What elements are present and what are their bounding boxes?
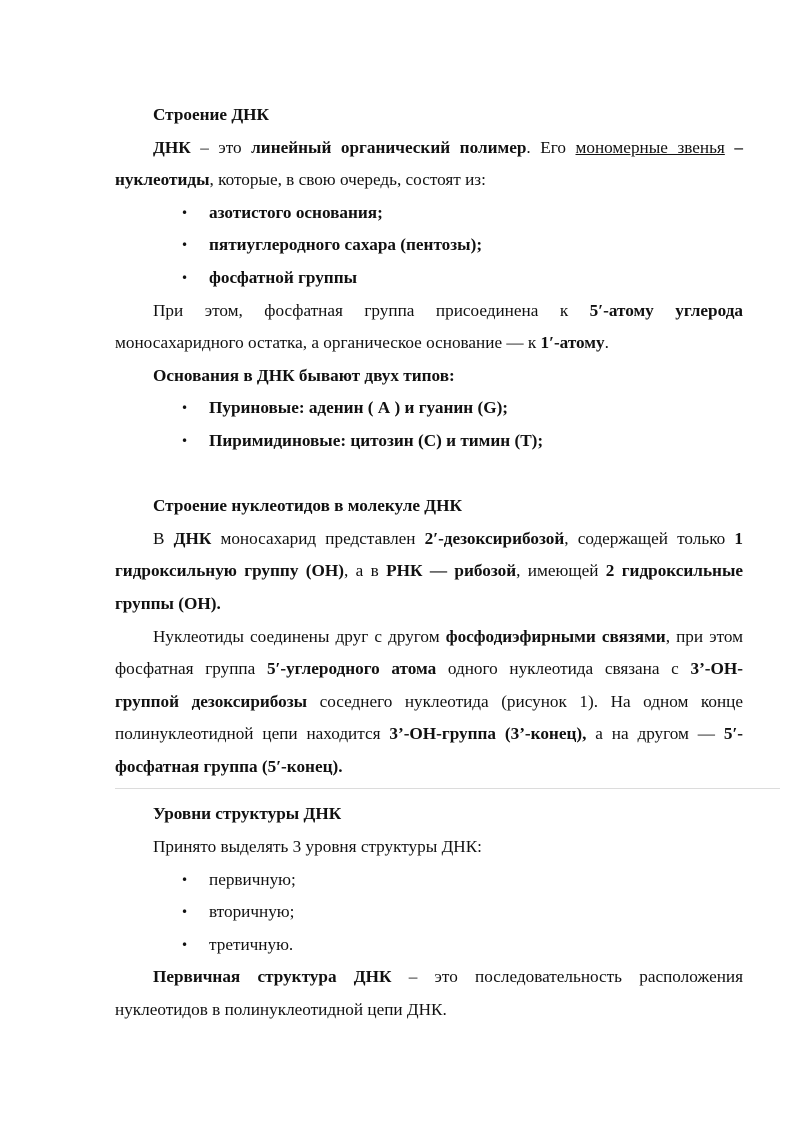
text: моносахарид представлен <box>211 528 425 548</box>
bold-text: 5′-углеродного атома <box>266 659 437 679</box>
components-list <box>115 197 743 295</box>
subheading: Основания в ДНК бывают двух типов: <box>153 365 455 385</box>
paragraph <box>115 621 743 784</box>
bold-text: 3’-ОН-группа (3’-конец), <box>389 724 587 744</box>
bold-text: Первичная структура ДНК <box>153 967 392 987</box>
text: соседнего нуклеотида (рисунок 1). На одном конце полинуклеотидной цепи находится <box>115 691 744 744</box>
list-item: • вторичную; <box>115 896 743 929</box>
bold-text: 1 гидроксильную группу (ОН) <box>115 528 744 581</box>
bold-text: 2′-дезоксирибозой <box>424 528 565 548</box>
divider <box>115 788 780 789</box>
list-item: • Пиримидиновые: цитозин (C) и тимин (T); <box>115 425 743 458</box>
bold-text: 5′-фосфатная группа (5′-конец). <box>115 724 743 776</box>
section-heading: Строение ДНК <box>153 105 270 124</box>
text: , имеющей <box>516 561 606 581</box>
text: . <box>604 333 609 353</box>
bold-text: линейный органический полимер <box>251 137 527 157</box>
bold-text: 2 гидроксильные группы (ОН). <box>115 561 743 613</box>
paragraph <box>115 132 743 197</box>
blank-line <box>115 458 743 491</box>
bold-text: ДНК <box>173 528 212 548</box>
list-item: • пятиуглеродного сахара (пентозы); <box>115 229 743 262</box>
bold-text: ДНК <box>153 137 191 157</box>
text: одного нуклеотида связана с <box>436 659 691 679</box>
text: моносахаридного остатка, а органическое основание — к <box>115 333 541 353</box>
levels-list <box>115 864 743 962</box>
bold-text: фосфодиэфирными связями <box>445 626 666 646</box>
text: . Его <box>526 137 576 157</box>
list-item: • третичную. <box>115 929 743 962</box>
paragraph: Принято выделять 3 уровня структуры ДНК: <box>153 837 482 857</box>
bold-text: – нуклеотиды <box>115 137 743 190</box>
bases-list <box>115 392 743 457</box>
bold-text: РНК — рибозой <box>386 561 517 581</box>
paragraph <box>115 961 743 1026</box>
text: – это <box>190 137 252 157</box>
text: , а в <box>343 561 387 581</box>
bold-text: 5′-атому углерода <box>589 300 743 320</box>
text: Нуклеотиды соединены друг с другом <box>153 626 446 646</box>
list-item: • Пуриновые: аденин ( А ) и гуанин (G); <box>115 392 743 425</box>
document-page <box>115 99 743 1027</box>
paragraph <box>115 295 743 360</box>
text: – это последовательность расположения нуклеотидов в полинуклеотидной цепи ДНК. <box>115 967 743 1020</box>
section-heading: Строение нуклеотидов в молекуле ДНК <box>153 496 462 516</box>
text: , содержащей только <box>564 528 735 548</box>
bold-text: 3’-ОН-группой дезоксирибозы <box>115 659 743 711</box>
text: а на другом — <box>586 724 724 744</box>
list-item: • азотистого основания; <box>115 197 743 230</box>
list-item: • первичную; <box>115 864 743 897</box>
text: , при этом фосфатная группа <box>115 626 743 679</box>
underlined-text: мономерные звенья <box>575 137 725 157</box>
text: , которые, в свою очередь, состоят из: <box>209 170 486 190</box>
text: В <box>153 528 174 548</box>
list-item: • фосфатной группы <box>115 262 743 295</box>
paragraph <box>115 523 743 621</box>
bold-text: 1′-атому <box>540 333 605 353</box>
text: При этом, фосфатная группа присоединена к <box>153 300 590 320</box>
section-heading: Уровни структуры ДНК <box>153 804 342 824</box>
